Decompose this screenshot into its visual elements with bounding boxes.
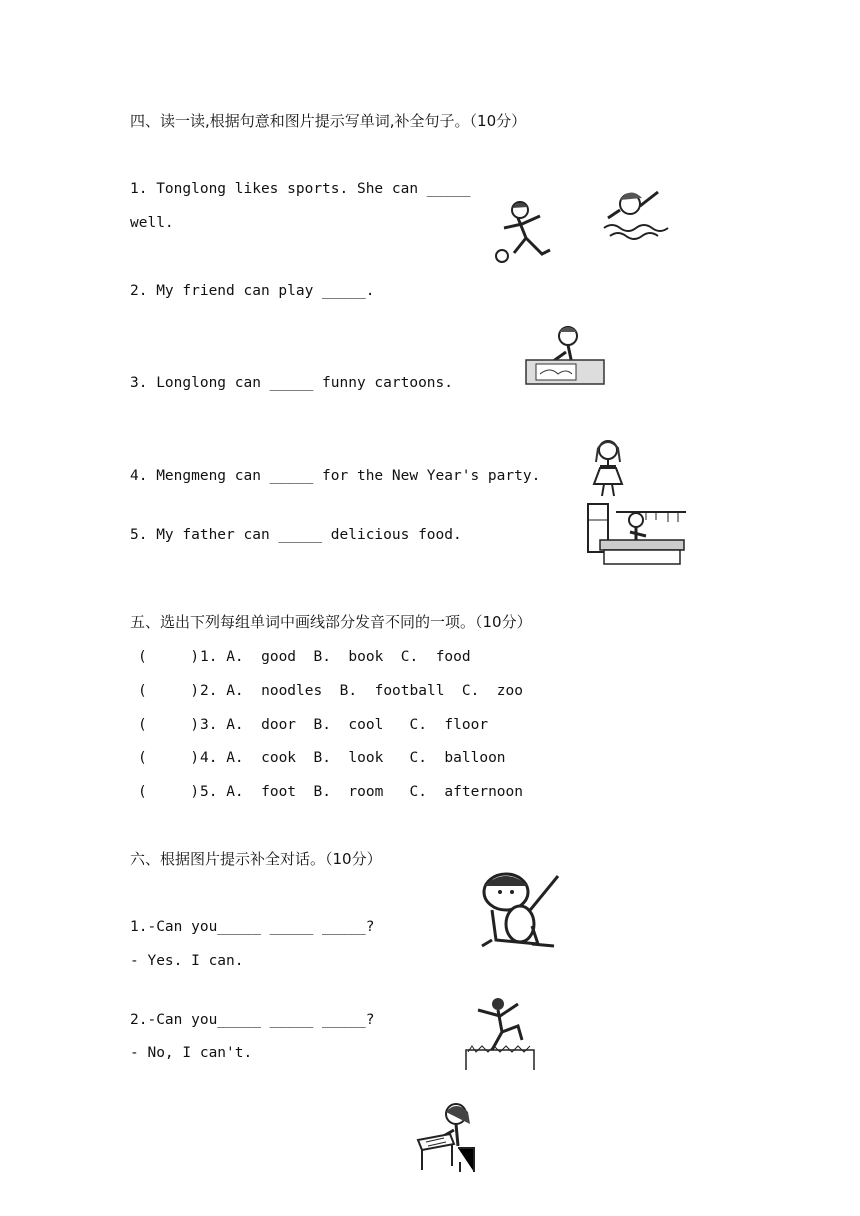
s5-q2: 2. A. noodles B. football C. zoo: [200, 683, 524, 699]
s4-q3: 3. Longlong can _____ funny cartoons.: [130, 375, 454, 391]
s5-q5: 5. A. foot B. room C. afternoon: [200, 784, 524, 800]
s4-q2: 2. My friend can play _____.: [130, 283, 375, 299]
s5-q1: 1. A. good B. book C. food: [200, 649, 471, 665]
s5-q5-paren: ( ): [138, 784, 200, 800]
s6-q1-question: 1.-Can you_____ _____ _____?: [130, 919, 375, 935]
section5-heading: 五、选出下列每组单词中画线部分发音不同的一项。（10分）: [130, 613, 532, 631]
s5-q3-paren: ( ): [138, 717, 200, 733]
s6-q2-question: 2.-Can you_____ _____ _____?: [130, 1012, 375, 1028]
boy-drawing-image: [522, 324, 608, 388]
girl-dancing-image: [586, 438, 630, 498]
section4-heading: 四、读一读,根据句意和图片提示写单词,补全句子。（10分）: [130, 112, 527, 130]
father-cooking-image: [586, 502, 688, 566]
s5-q4-paren: ( ): [138, 750, 200, 766]
girl-swimming-image: [602, 184, 672, 240]
s5-q3: 3. A. door B. cool C. floor: [200, 717, 489, 733]
girl-playing-chess-image: [414, 1100, 478, 1174]
person-playing-pipa-image: [472, 870, 564, 950]
s4-q4: 4. Mengmeng can _____ for the New Year's party.: [130, 468, 541, 484]
s5-q1-paren: ( ): [138, 649, 200, 665]
person-jumping-image: [462, 996, 538, 1072]
boy-playing-football-image: [490, 198, 562, 268]
s5-q4: 4. A. cook B. look C. balloon: [200, 750, 506, 766]
s4-q1-line2: well.: [130, 215, 174, 231]
s6-q2-answer: - No, I can't.: [130, 1045, 253, 1061]
s4-q5: 5. My father can _____ delicious food.: [130, 527, 462, 543]
s4-q1-line1: 1. Tonglong likes sports. She can _____: [130, 181, 471, 197]
section6-heading: 六、根据图片提示补全对话。（10分）: [130, 850, 382, 868]
s5-q2-paren: ( ): [138, 683, 200, 699]
s6-q1-answer: - Yes. I can.: [130, 953, 244, 969]
